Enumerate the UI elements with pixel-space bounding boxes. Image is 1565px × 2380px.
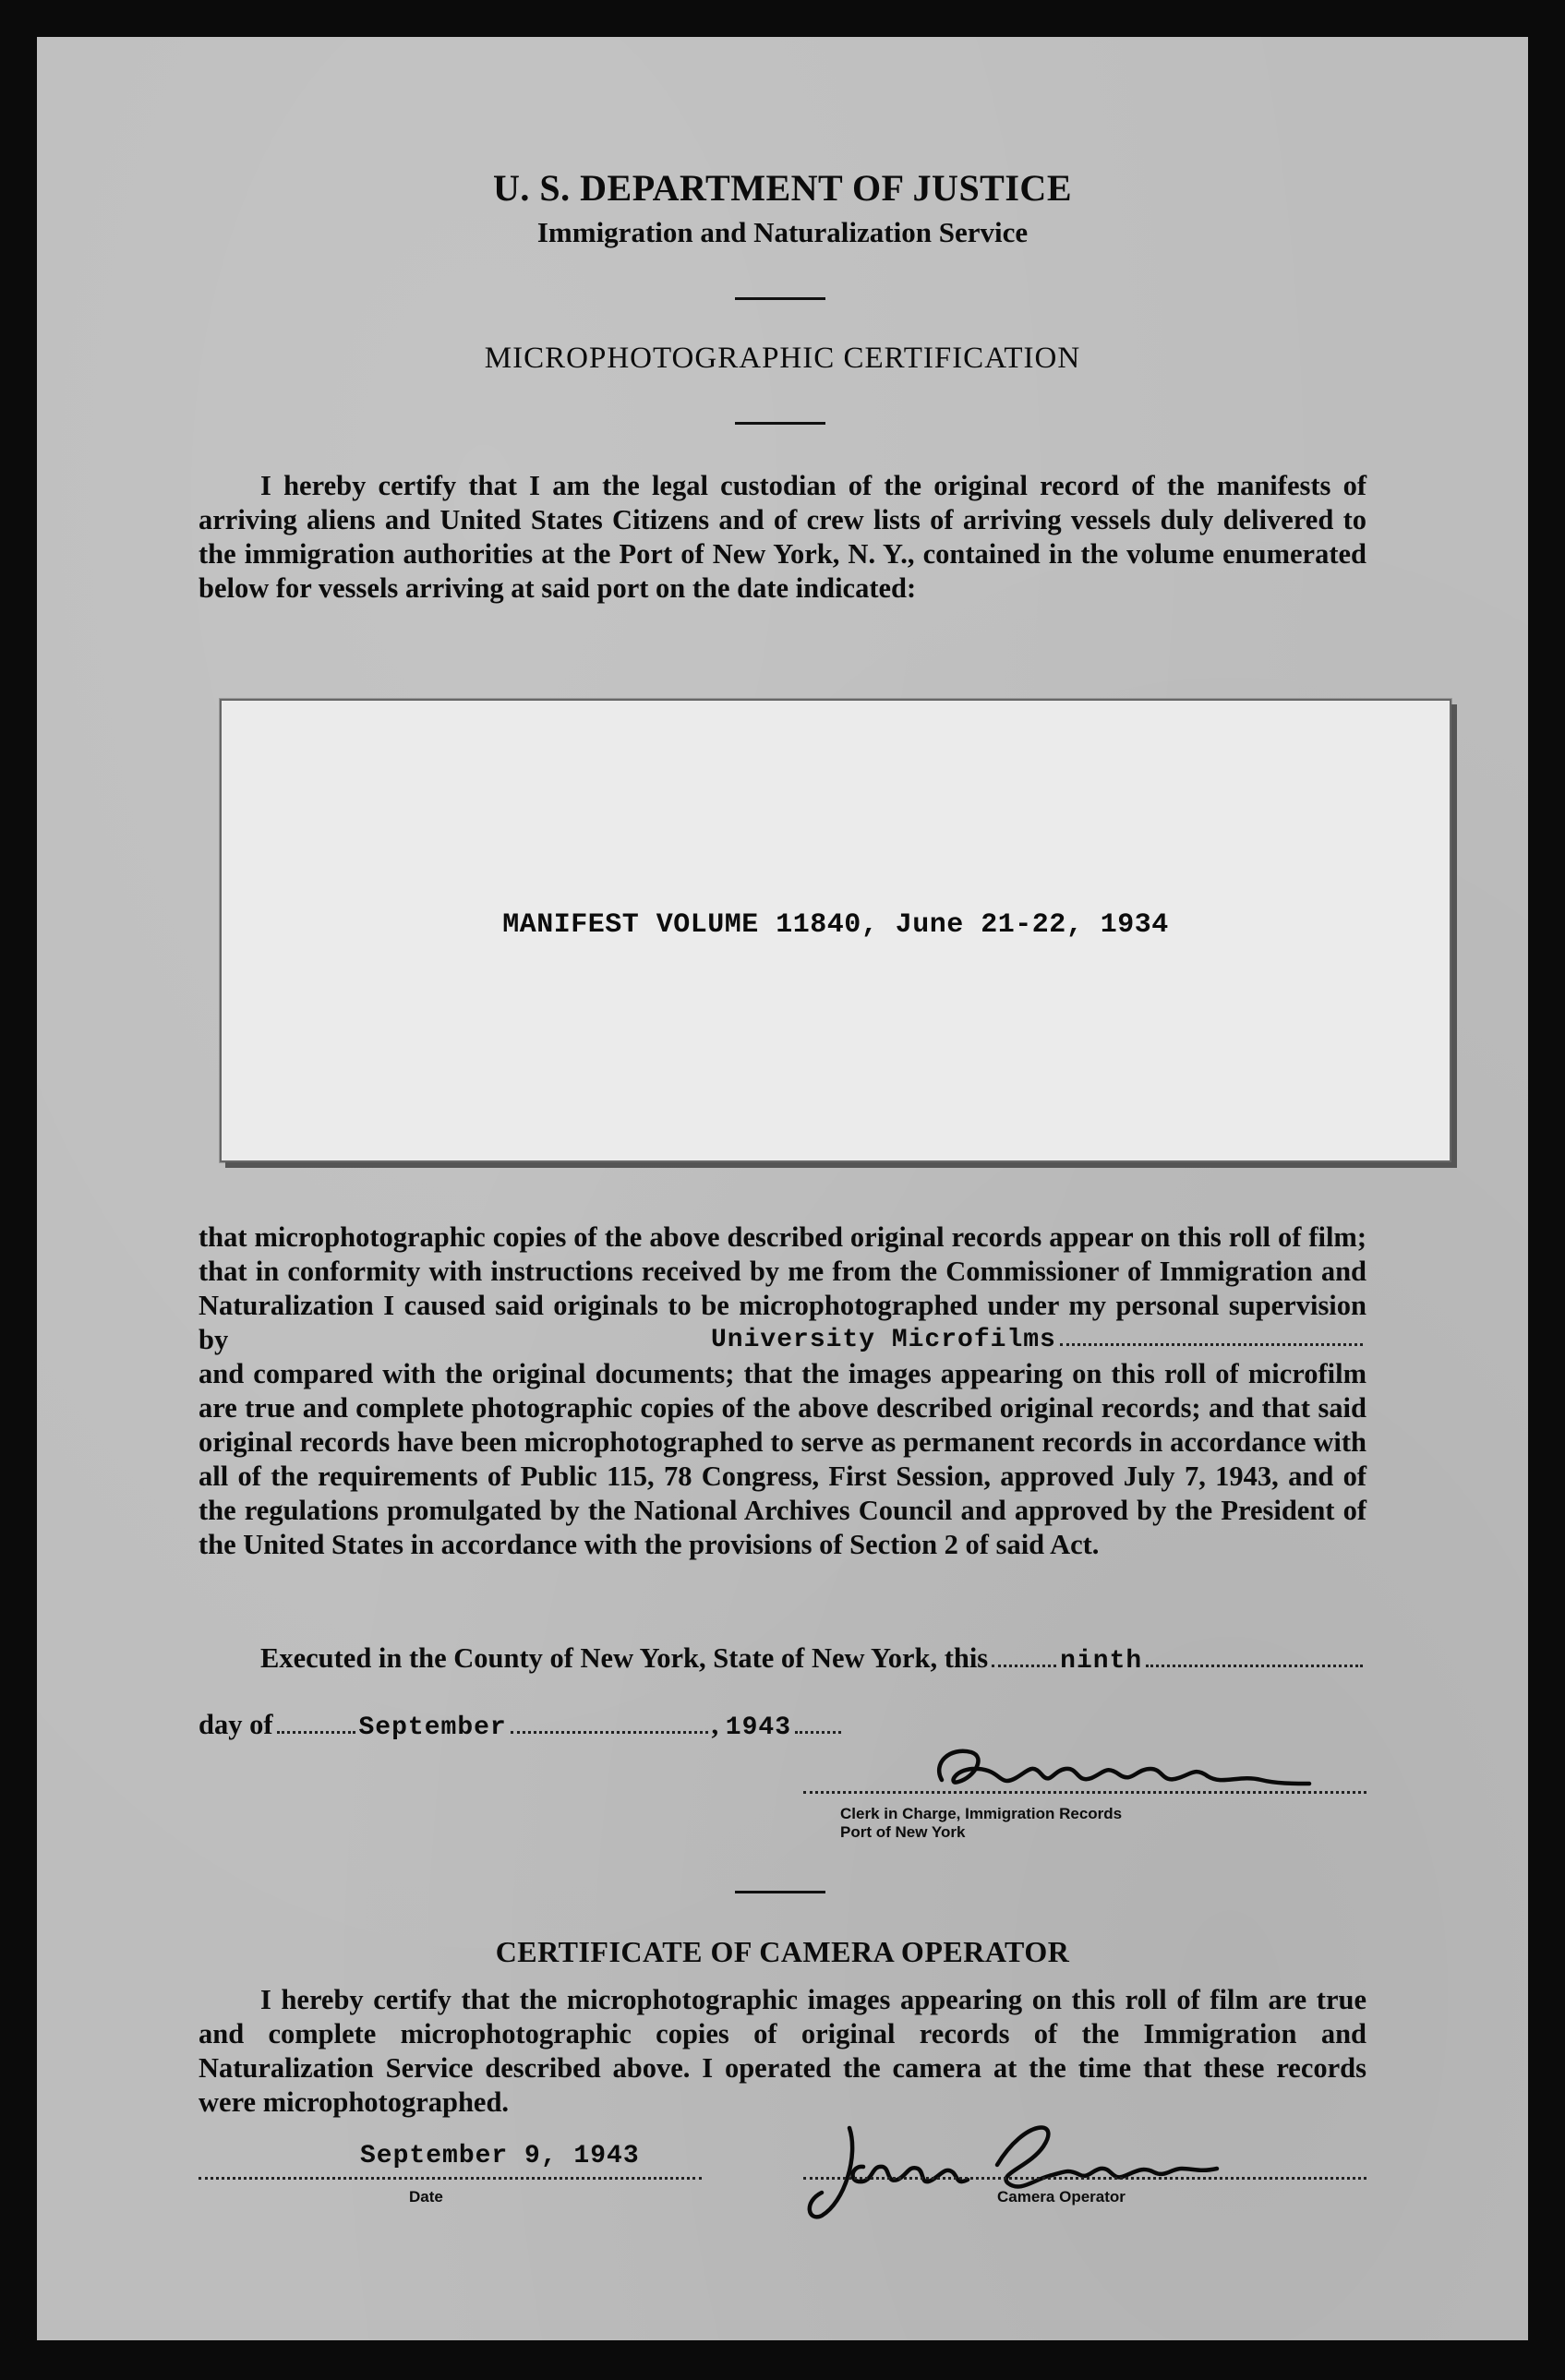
dotted-leader xyxy=(511,1731,708,1734)
photographer-name: University Microfilms xyxy=(711,1326,1056,1354)
camera-date: September 9, 1943 xyxy=(360,2142,640,2170)
date-label: Date xyxy=(409,2188,443,2206)
day-of-line xyxy=(199,1708,845,1745)
executed-day-line xyxy=(260,1641,1366,1678)
section-heading: MICROPHOTOGRAPHIC CERTIFICATION xyxy=(484,342,1081,375)
dotted-leader xyxy=(1146,1665,1363,1667)
camera-certificate-title: CERTIFICATE OF CAMERA OPERATOR xyxy=(495,1935,1070,1968)
body-start: that microphotographic copies of the above described original records appear on this roll of film; that in conformity with instructions received by me from the Commissioner of Immigration and Naturalization I caused said originals to be microphotographed under my personal supervision by xyxy=(199,1221,1366,1355)
date-line xyxy=(199,2177,702,2180)
photographer-field xyxy=(702,1323,1366,1357)
department-title: U. S. DEPARTMENT OF JUSTICE xyxy=(493,167,1072,209)
dotted-leader xyxy=(277,1731,355,1734)
camera-certificate-text: I hereby certify that the microphotographic images appearing on this roll of film are true and complete microphotographic copies of original records of the Immigration and Naturalization Service described above. I operated the camera at the time that these records were microphotographed. xyxy=(199,1984,1366,2118)
body-end: and compared with the original documents; that the images appearing on this roll of microfilm are true and complete photographic copies of the above described original records; and that said original records have been microphotographed to serve as permanent records in accordance with all of the requirements of Public 115, 78 Congress, First Session, approved July 7, 1943, and of the regulations promulgated by the National Archives Council and approved by the President of the United States in accordance with the provisions of Section 2 of said Act. xyxy=(199,1358,1366,1560)
divider xyxy=(735,422,825,425)
day-of-field: day of September , 1943 xyxy=(199,1708,845,1745)
executed-prefix: Executed in the County of New York, State of New York, this xyxy=(260,1642,989,1674)
manifest-card xyxy=(220,699,1451,1162)
certification-intro: I hereby certify that I am the legal custodian of the original record of the manifests of arriving aliens and United States Citizens and of crew lists of arriving vessels duly delivered to the immigration authorities at the Port of New York, N. Y., contained in the volume enumerated below for vessels arriving at said port on the date indicated: xyxy=(199,470,1366,604)
operator-signature xyxy=(794,2100,1228,2230)
executed-month: September xyxy=(358,1713,507,1742)
executed-line xyxy=(260,1641,1366,1678)
dotted-leader xyxy=(992,1665,1056,1667)
operator-label: Camera Operator xyxy=(997,2188,1126,2206)
executed-day: ninth xyxy=(1060,1647,1143,1676)
signer-title-line1: Clerk in Charge, Immigration Records xyxy=(840,1805,1123,1822)
service-subtitle: Immigration and Naturalization Service xyxy=(536,216,1029,248)
certification-body xyxy=(199,1220,1366,1562)
divider xyxy=(735,1891,825,1893)
clerk-signature-line xyxy=(803,1791,1366,1794)
manifest-volume-label: MANIFEST VOLUME 11840, June 21-22, 1934 xyxy=(502,909,1169,941)
divider xyxy=(735,297,825,300)
signer-title xyxy=(840,1805,1122,1842)
operator-signature-line xyxy=(803,2177,1366,2180)
dotted-leader xyxy=(795,1731,841,1734)
day-of-label: day of xyxy=(199,1709,273,1740)
photographer-line xyxy=(199,1323,1366,1357)
signer-title-line2: Port of New York xyxy=(840,1823,966,1841)
clerk-signature xyxy=(914,1726,1339,1809)
executed-year: 1943 xyxy=(725,1713,791,1742)
dotted-leader xyxy=(1060,1343,1363,1346)
